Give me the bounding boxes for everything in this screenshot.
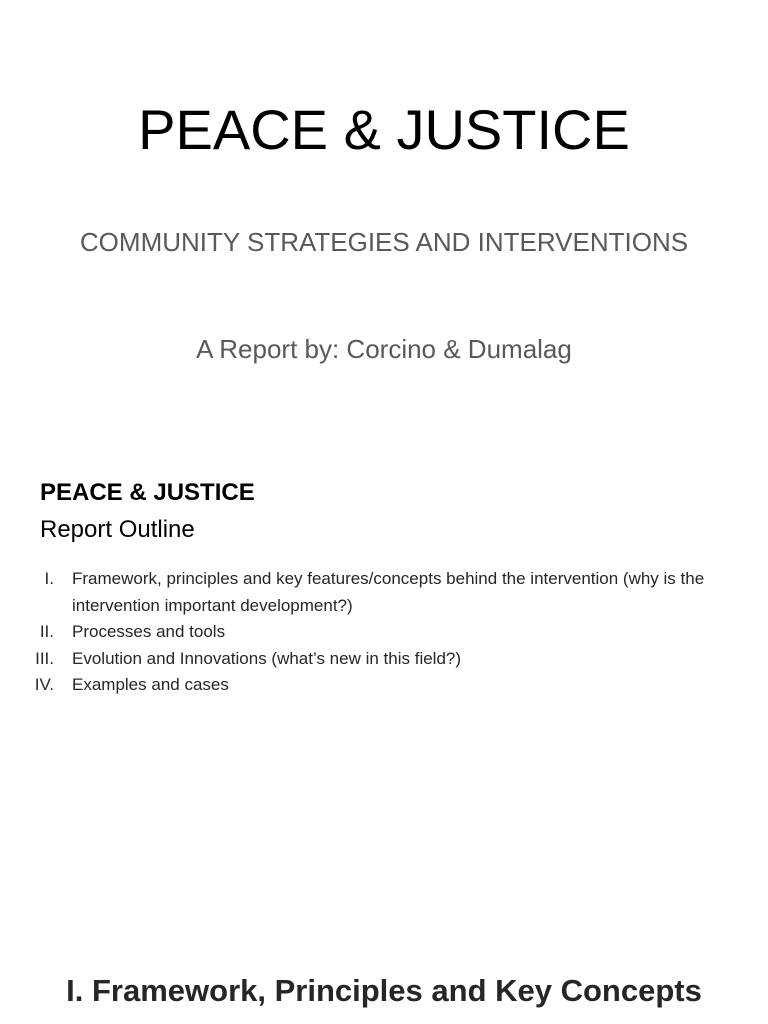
outline-subheading: Report Outline <box>40 516 195 543</box>
presentation-title: PEACE & JUSTICE <box>138 98 630 161</box>
outline-item-numeral: III. <box>35 648 54 668</box>
outline-item-text: Evolution and Innovations (what’s new in this field?) <box>72 648 462 668</box>
outline-item-text: Examples and cases <box>72 675 229 694</box>
section-title: I. Framework, Principles and Key Concepts <box>66 973 702 1008</box>
outline-item <box>0 646 760 673</box>
outline-item-text: Processes and tools <box>72 622 226 641</box>
title-slide <box>0 0 768 420</box>
outline-heading: PEACE & JUSTICE <box>40 479 255 506</box>
report-byline: A Report by: Corcino & Dumalag <box>196 334 572 364</box>
outline-list <box>0 566 760 699</box>
outline-item <box>0 672 760 699</box>
section-slide <box>0 960 768 1024</box>
outline-item-numeral: I. <box>44 569 54 588</box>
outline-item-text: Framework, principles and key features/concepts behind the intervention (why is the intervention important development?) <box>72 569 705 615</box>
presentation-subtitle: COMMUNITY STRATEGIES AND INTERVENTIONS <box>79 227 689 257</box>
outline-item-numeral: IV. <box>34 675 54 694</box>
outline-item <box>0 619 760 646</box>
outline-item-numeral: II. <box>39 622 54 641</box>
outline-item <box>0 566 760 619</box>
outline-slide <box>0 470 768 890</box>
